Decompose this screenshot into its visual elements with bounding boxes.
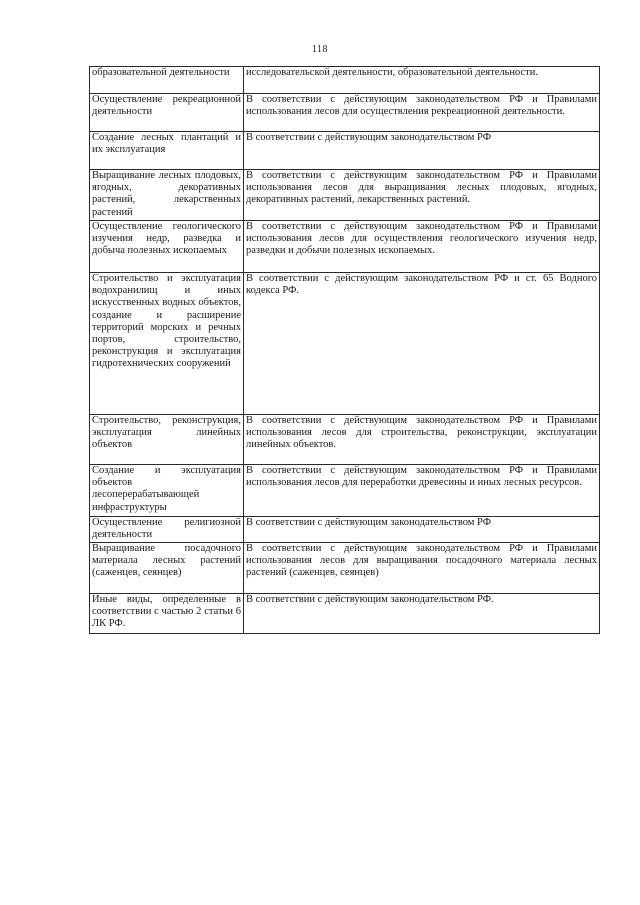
activity-cell: Выращивание посадочного материала лесных растений (саженцев, сеянцев): [90, 543, 244, 594]
table-row: [90, 221, 600, 273]
activity-cell: Иные виды, определенные в соответствии с частью 2 статьи 6 ЛК РФ.: [90, 594, 244, 634]
page-number: 118: [311, 44, 329, 55]
regulation-cell: В соответствии с действующим законодательством РФ и Правилами использования лесов для переработки древесины и иных лесных ресурсов.: [244, 465, 600, 517]
activity-cell: образовательной деятельности: [90, 67, 244, 94]
table-row: [90, 415, 600, 465]
table-row: [90, 273, 600, 415]
activity-cell: Выращивание лесных плодовых, ягодных, декоративных растений, лекарственных растений: [90, 170, 244, 221]
regulation-cell: В соответствии с действующим законодательством РФ и Правилами использования лесов для выращивания посадочного материала лесных растений (саженцев, сеянцев): [244, 543, 600, 594]
regulation-cell: В соответствии с действующим законодательством РФ.: [244, 594, 600, 634]
table-row: [90, 132, 600, 170]
regulation-cell: исследовательской деятельности, образовательной деятельности.: [244, 67, 600, 94]
table-row: [90, 594, 600, 634]
activity-cell: Создание лесных плантаций и их эксплуатация: [90, 132, 244, 170]
regulation-cell: В соответствии с действующим законодательством РФ и Правилами использования лесов для строительства, реконструкции, эксплуатации линейных объектов.: [244, 415, 600, 465]
activity-cell: Создание и эксплуатация объектов лесоперерабатывающей инфраструктуры: [90, 465, 244, 517]
regulation-cell: В соответствии с действующим законодательством РФ и Правилами использования лесов для осуществления геологического изучения недр, разведки и добычи полезных ископаемых.: [244, 221, 600, 273]
regulation-cell: В соответствии с действующим законодательством РФ и ст. 65 Водного кодекса РФ.: [244, 273, 600, 415]
table-row: [90, 67, 600, 94]
activity-cell: Осуществление геологического изучения недр, разведка и добыча полезных ископаемых: [90, 221, 244, 273]
activity-cell: Строительство, реконструкция, эксплуатация линейных объектов: [90, 415, 244, 465]
regulation-cell: В соответствии с действующим законодательством РФ: [244, 517, 600, 543]
table-row: [90, 517, 600, 543]
regulation-cell: В соответствии с действующим законодательством РФ: [244, 132, 600, 170]
regulation-cell: В соответствии с действующим законодательством РФ и Правилами использования лесов для выращивания лесных плодовых, ягодных, декоративных растений, лекарственных растений.: [244, 170, 600, 221]
table-row: [90, 465, 600, 517]
table-row: [90, 170, 600, 221]
activity-cell: Осуществление религиозной деятельности: [90, 517, 244, 543]
regulation-cell: В соответствии с действующим законодательством РФ и Правилами использования лесов для осуществления рекреационной деятельности.: [244, 94, 600, 132]
activity-cell: Строительство и эксплуатация водохранилищ и иных искусственных водных объектов, создание и расширение территорий морских и речных портов, строительство, реконструкция и эксплуатация гидротехнических сооружений: [90, 273, 244, 415]
table-row: [90, 94, 600, 132]
table-row: [90, 543, 600, 594]
forest-use-table: [89, 66, 600, 634]
activity-cell: Осуществление рекреационной деятельности: [90, 94, 244, 132]
